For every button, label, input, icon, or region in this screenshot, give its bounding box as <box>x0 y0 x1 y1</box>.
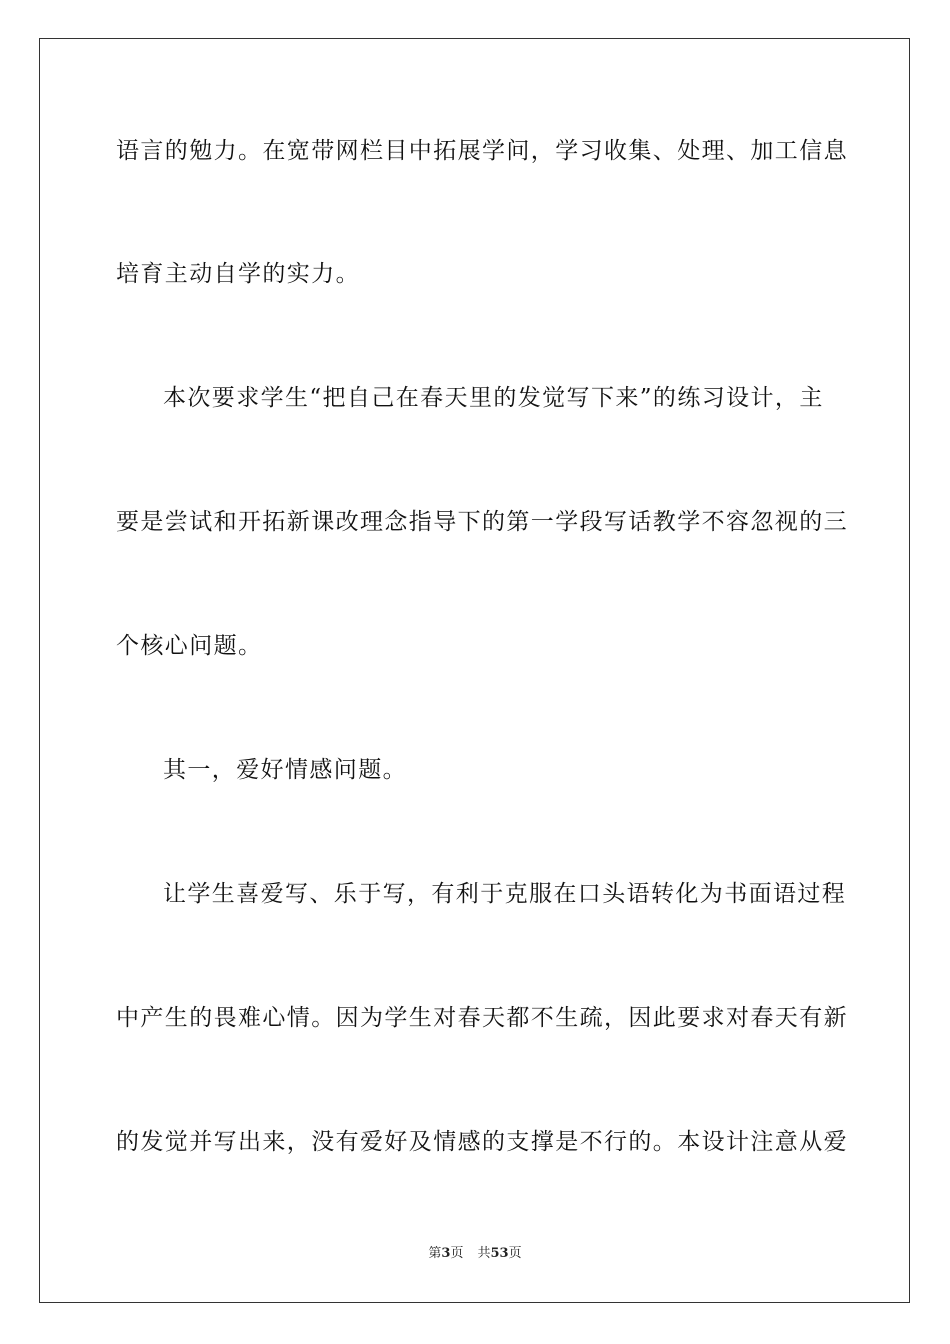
text-line-9: 的发觉并写出来，没有爱好及情感的支撑是不行的。本设计注意从爱 <box>116 1129 848 1155</box>
page-frame <box>39 38 910 1303</box>
text-line-8: 中产生的畏难心情。因为学生对春天都不生疏，因此要求对春天有新 <box>116 1005 848 1031</box>
page-number: 3 <box>441 1246 451 1261</box>
page-suffix: 页 <box>450 1246 464 1261</box>
text-line-6: 其一，爱好情感问题。 <box>163 757 407 783</box>
text-line-4: 要是尝试和开拓新课改理念指导下的第一学段写话教学不容忽视的三 <box>116 509 848 535</box>
text-line-5: 个核心问题。 <box>116 633 263 659</box>
total-pages: 53 <box>490 1246 509 1261</box>
total-suffix: 页 <box>508 1246 522 1261</box>
page-footer <box>0 1246 950 1262</box>
text-line-1: 语言的勉力。在宽带网栏目中拓展学问，学习收集、处理、加工信息 <box>116 138 848 164</box>
text-line-7: 让学生喜爱写、乐于写，有利于克服在口头语转化为书面语过程 <box>163 881 847 907</box>
text-line-2: 培育主动自学的实力。 <box>116 261 360 287</box>
text-line-3: 本次要求学生“把自己在春天里的发觉写下来”的练习设计，主 <box>163 385 824 411</box>
total-prefix: 共 <box>477 1246 491 1261</box>
page-prefix: 第 <box>428 1246 442 1261</box>
